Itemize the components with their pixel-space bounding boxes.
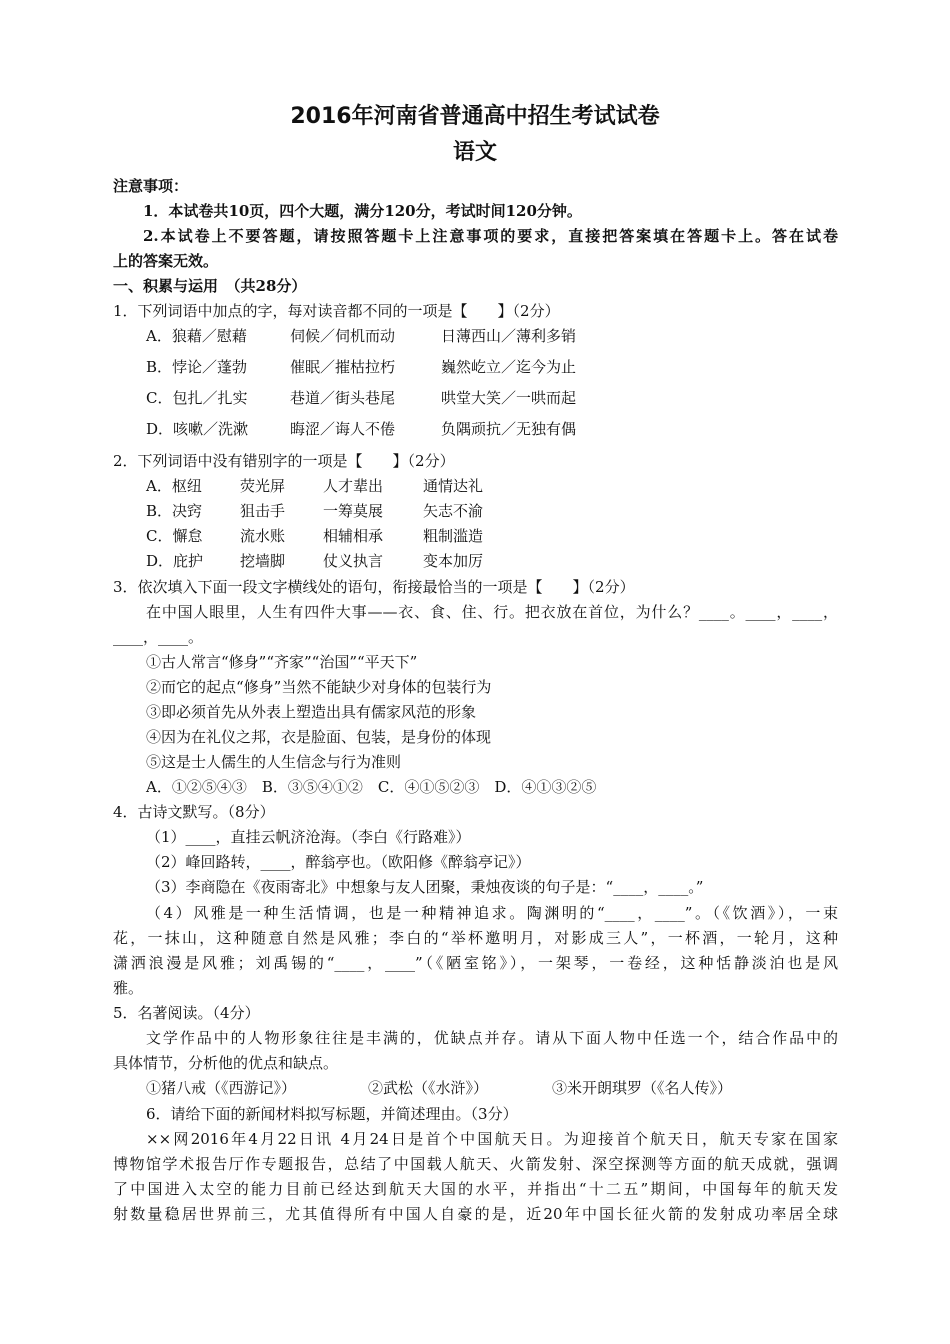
q2-option-a-2: 荧光屏	[240, 477, 286, 495]
q3-item-1: ①古人常言“修身”“齐家”“治国”“平天下”	[146, 653, 418, 671]
q6-news-line-4: 射数量稳居世界前三，尤其值得所有中国人自豪的是，近20年中国长征火箭的发射成功率居全球	[113, 1205, 838, 1223]
q3-item-3: ③即必须首先从外表上塑造出具有儒家风范的形象	[146, 703, 477, 721]
q1-option-a-2: 伺候／伺机而动	[290, 327, 396, 345]
q1-option-b-2: 催眠／摧枯拉朽	[290, 358, 396, 376]
q4-sub-4-line-2: 花，一抹山，这种随意自然是风雅；李白的“举杯邀明月，对影成三人”，一杯酒，一轮月，这种	[113, 929, 838, 947]
q2-option-a-3: 人才辈出	[323, 477, 384, 495]
q1-option-d-2: 晦涩／诲人不倦	[290, 420, 396, 438]
q3-paragraph: 在中国人眼里，人生有四件大事——衣、食、住、行。把衣放在首位，为什么？____。____，____，	[146, 603, 838, 621]
q2-option-c-2: 流水账	[240, 527, 286, 545]
q1-option-b-1: B．悖论／蓬勃	[146, 358, 248, 376]
q5-choice-1: ①猪八戒（《西游记》）	[146, 1079, 297, 1097]
q4-stem: 4．古诗文默写。（8分）	[113, 803, 275, 821]
q2-option-b-1: B．决窍	[146, 502, 203, 520]
q6-news-line-3: 了中国进入太空的能力目前已经达到航天大国的水平，并指出“十二五”期间，中国每年的航天发	[113, 1180, 838, 1198]
q6-news-line-2: 博物馆学术报告厅作专题报告，总结了中国载人航天、火箭发射、深空探测等方面的航天成就，强调	[113, 1155, 838, 1173]
notice-item-2-cont: 上的答案无效。	[113, 252, 219, 270]
q2-option-d-2: 挖墙脚	[240, 552, 286, 570]
q3-options: A．①②⑤④③ B．③⑤④①② C．④①⑤②③ D．④①③②⑤	[146, 778, 597, 796]
q4-sub-2: （2）峰回路转，____，醉翁亭也。（欧阳修《醉翁亭记》）	[146, 853, 531, 871]
q2-stem: 2．下列词语中没有错别字的一项是【 】（2分）	[113, 452, 455, 470]
q6-news-line-1: ××网2016年4月22日讯 4月24日是首个中国航天日。为迎接首个航天日，航天专家在国家	[146, 1130, 838, 1148]
q1-option-b-3: 巍然屹立／迄今为止	[441, 358, 577, 376]
q4-sub-3: （3）李商隐在《夜雨寄北》中想象与友人团聚，秉烛夜谈的句子是：“____，____。”	[146, 878, 704, 896]
q1-option-c-2: 巷道／街头巷尾	[290, 389, 396, 407]
q5-paragraph-cont: 具体情节，分析他的优点和缺点。	[113, 1054, 339, 1072]
q1-option-d-1: D．咳嗽／洗漱	[146, 420, 249, 438]
q1-option-c-3: 哄堂大笑／一哄而起	[441, 389, 577, 407]
q2-option-d-3: 仗义执言	[323, 552, 384, 570]
q1-stem: 1．下列词语中加点的字，每对读音都不同的一项是【 】（2分）	[113, 302, 560, 320]
q4-sub-4: （4）风雅是一种生活情调，也是一种精神追求。陶渊明的“____，____”。（《饮酒》），一束	[146, 904, 838, 922]
section-1-heading: 一、积累与运用 （共28分）	[113, 277, 307, 295]
q2-option-d-1: D．庇护	[146, 552, 204, 570]
q2-option-c-3: 相辅相承	[323, 527, 384, 545]
notice-heading: 注意事项：	[113, 177, 189, 195]
q5-choice-3: ③米开朗琪罗（《名人传》）	[552, 1079, 733, 1097]
exam-title: 2016年河南省普通高中招生考试试卷	[290, 104, 660, 129]
q3-item-4: ④因为在礼仪之邦，衣是脸面、包装，是身份的体现	[146, 728, 492, 746]
q3-item-2: ②而它的起点“修身”当然不能缺少对身体的包装行为	[146, 678, 492, 696]
q2-option-a-1: A．枢纽	[146, 477, 202, 495]
q5-stem: 5．名著阅读。（4分）	[113, 1004, 260, 1022]
q4-sub-4-line-3: 潇洒浪漫是风雅；刘禹锡的“____，____”（《陋室铭》），一架琴，一卷经，这种恬静淡泊也是风	[113, 954, 838, 972]
q2-option-b-4: 矢志不渝	[423, 502, 484, 520]
q1-option-a-1: A．狼藉／慰藉	[146, 327, 247, 345]
q1-option-c-1: C．包扎／扎实	[146, 389, 248, 407]
q6-stem: 6．请给下面的新闻材料拟写标题，并简述理由。（3分）	[146, 1105, 518, 1123]
q2-option-c-4: 粗制滥造	[423, 527, 484, 545]
q3-item-5: ⑤这是士人儒生的人生信念与行为准则	[146, 753, 402, 771]
q3-stem: 3．依次填入下面一段文字横线处的语句，衔接最恰当的一项是【 】（2分）	[113, 578, 635, 596]
q1-option-a-3: 日薄西山／薄利多销	[441, 327, 577, 345]
q5-choice-2: ②武松（《水浒》）	[368, 1079, 489, 1097]
notice-item-2: 2.本试卷上不要答题，请按照答题卡上注意事项的要求，直接把答案填在答题卡上。答在试卷	[143, 227, 838, 245]
q2-option-c-1: C．懈怠	[146, 527, 203, 545]
q2-option-a-4: 通情达礼	[423, 477, 484, 495]
subject-title: 语文	[452, 140, 497, 165]
q1-option-d-3: 负隅顽抗／无独有偶	[441, 420, 577, 438]
q5-paragraph: 文学作品中的人物形象往往是丰满的，优缺点并存。请从下面人物中任选一个，结合作品中的	[146, 1029, 838, 1047]
q2-option-b-2: 狙击手	[240, 502, 286, 520]
q4-sub-1: （1）____，直挂云帆济沧海。（李白《行路难》）	[146, 828, 471, 846]
q3-paragraph-cont: ____，____。	[113, 628, 204, 646]
q2-option-b-3: 一筹莫展	[323, 502, 384, 520]
notice-item-1: 1．本试卷共10页，四个大题，满分120分，考试时间120分钟。	[143, 202, 582, 220]
q2-option-d-4: 变本加厉	[423, 552, 484, 570]
q4-sub-4-line-4: 雅。	[113, 979, 144, 997]
